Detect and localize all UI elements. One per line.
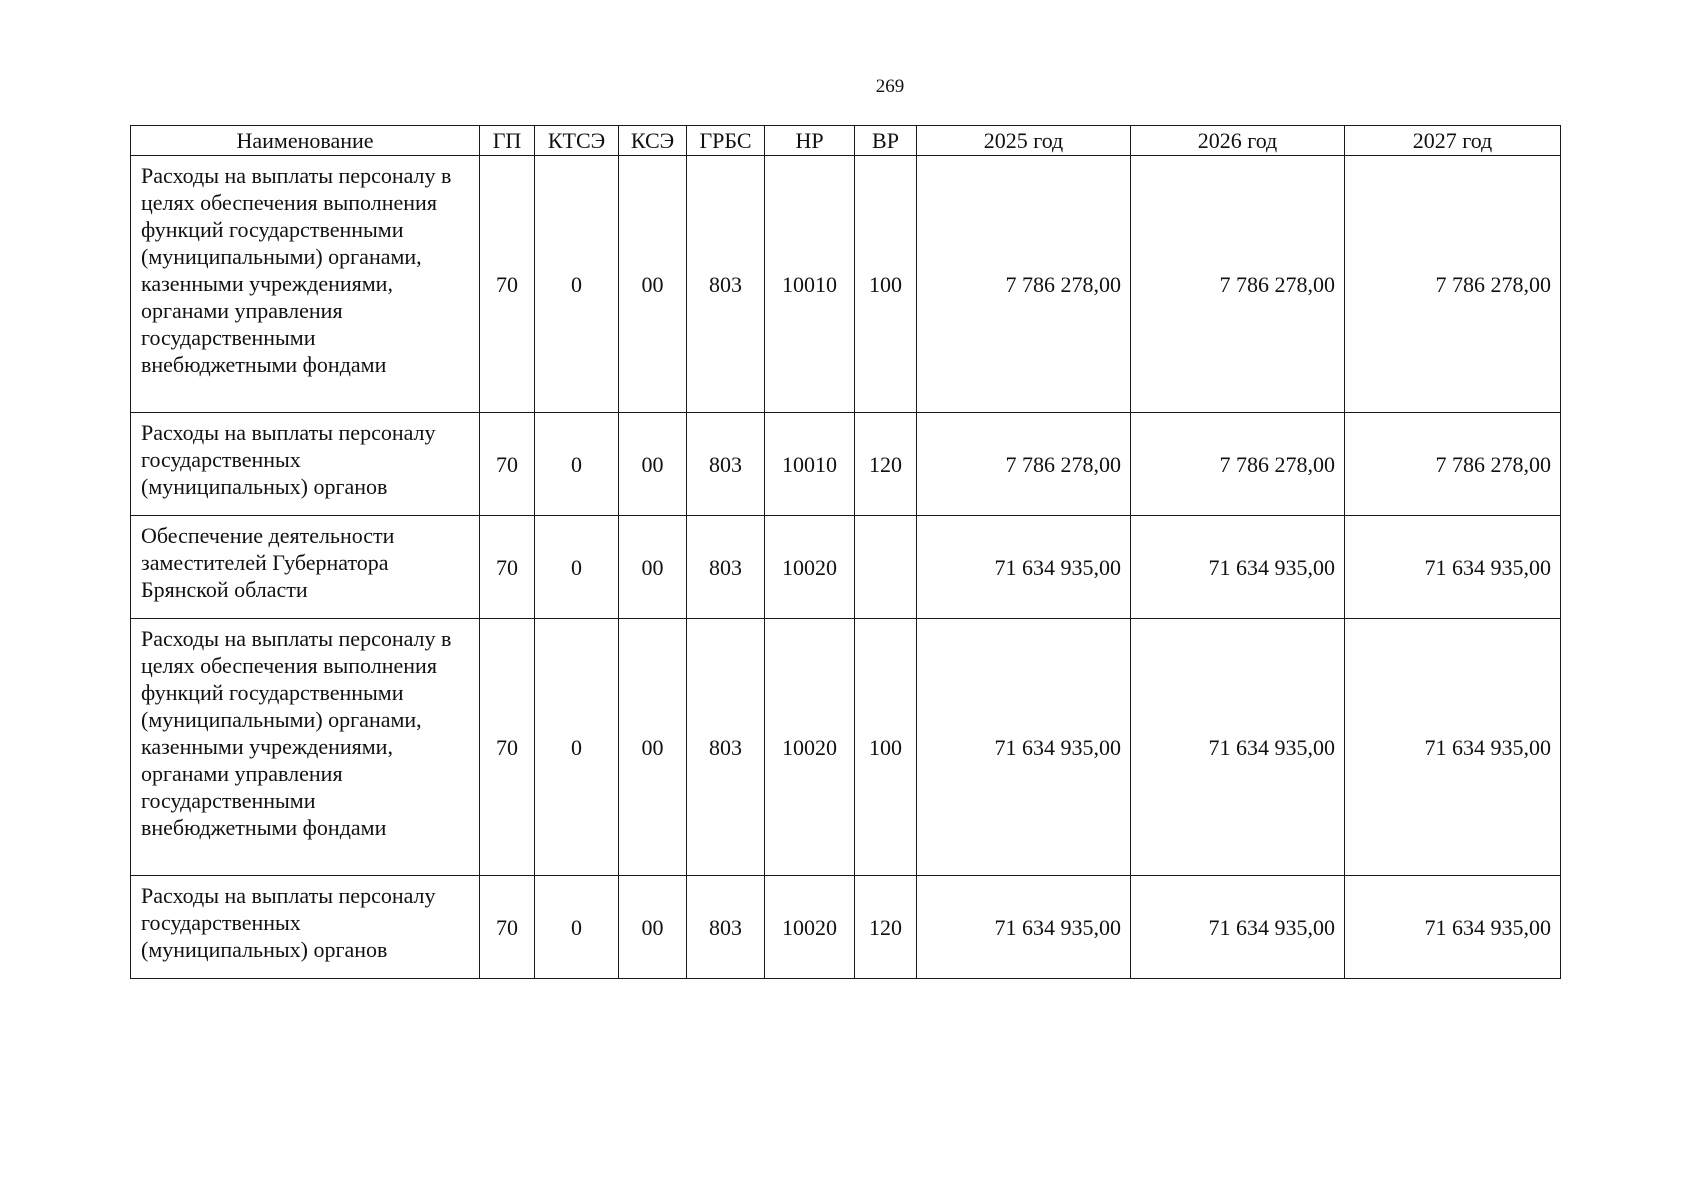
table-row <box>131 619 1561 876</box>
row-gp: 70 <box>480 413 535 516</box>
row-amount-2027: 7 786 278,00 <box>1345 413 1561 516</box>
row-ktse: 0 <box>535 876 619 979</box>
row-kse: 00 <box>619 516 687 619</box>
table-header-row <box>131 126 1561 156</box>
row-ktse: 0 <box>535 516 619 619</box>
row-ktse: 0 <box>535 619 619 876</box>
row-kse: 00 <box>619 619 687 876</box>
row-gp: 70 <box>480 156 535 413</box>
header-2027: 2027 год <box>1345 126 1561 156</box>
row-name: Обеспечение деятельности заместителей Губернатора Брянской области <box>131 516 480 619</box>
header-ktse: КТСЭ <box>535 126 619 156</box>
header-vr: ВР <box>855 126 917 156</box>
row-kse: 00 <box>619 156 687 413</box>
row-amount-2026: 71 634 935,00 <box>1131 516 1345 619</box>
row-nr: 10010 <box>765 413 855 516</box>
row-kse: 00 <box>619 413 687 516</box>
row-amount-2026: 7 786 278,00 <box>1131 156 1345 413</box>
table-row <box>131 516 1561 619</box>
header-2025: 2025 год <box>917 126 1131 156</box>
header-2026: 2026 год <box>1131 126 1345 156</box>
row-vr: 120 <box>855 876 917 979</box>
row-vr: 100 <box>855 619 917 876</box>
table-row <box>131 413 1561 516</box>
page-number: 269 <box>875 76 905 97</box>
row-amount-2025: 71 634 935,00 <box>917 876 1131 979</box>
row-vr: 100 <box>855 156 917 413</box>
row-ktse: 0 <box>535 156 619 413</box>
row-gp: 70 <box>480 876 535 979</box>
header-gp: ГП <box>480 126 535 156</box>
row-grbs: 803 <box>687 619 765 876</box>
header-name: Наименование <box>131 126 480 156</box>
row-name: Расходы на выплаты персоналу государственных (муниципальных) органов <box>131 413 480 516</box>
table-row <box>131 876 1561 979</box>
header-grbs: ГРБС <box>687 126 765 156</box>
row-name: Расходы на выплаты персоналу государственных (муниципальных) органов <box>131 876 480 979</box>
table-row <box>131 156 1561 413</box>
row-name: Расходы на выплаты персоналу в целях обеспечения выполнения функций государственными (муниципальными) органами, казенными учреждениями, органами управления государственными внебюджетными фондами <box>131 156 480 413</box>
row-gp: 70 <box>480 516 535 619</box>
row-nr: 10020 <box>765 619 855 876</box>
row-amount-2026: 71 634 935,00 <box>1131 876 1345 979</box>
row-amount-2025: 71 634 935,00 <box>917 516 1131 619</box>
row-vr: 120 <box>855 413 917 516</box>
header-kse: КСЭ <box>619 126 687 156</box>
row-gp: 70 <box>480 619 535 876</box>
row-grbs: 803 <box>687 876 765 979</box>
row-nr: 10020 <box>765 516 855 619</box>
row-amount-2026: 7 786 278,00 <box>1131 413 1345 516</box>
header-nr: НР <box>765 126 855 156</box>
row-grbs: 803 <box>687 413 765 516</box>
row-amount-2027: 71 634 935,00 <box>1345 619 1561 876</box>
row-amount-2027: 71 634 935,00 <box>1345 516 1561 619</box>
row-nr: 10020 <box>765 876 855 979</box>
row-vr <box>855 516 917 619</box>
row-amount-2027: 7 786 278,00 <box>1345 156 1561 413</box>
row-grbs: 803 <box>687 516 765 619</box>
row-ktse: 0 <box>535 413 619 516</box>
row-nr: 10010 <box>765 156 855 413</box>
row-name: Расходы на выплаты персоналу в целях обеспечения выполнения функций государственными (муниципальными) органами, казенными учреждениями, органами управления государственными внебюджетными фондами <box>131 619 480 876</box>
row-amount-2026: 71 634 935,00 <box>1131 619 1345 876</box>
row-amount-2025: 71 634 935,00 <box>917 619 1131 876</box>
budget-table <box>130 125 1561 979</box>
row-grbs: 803 <box>687 156 765 413</box>
row-amount-2027: 71 634 935,00 <box>1345 876 1561 979</box>
row-amount-2025: 7 786 278,00 <box>917 413 1131 516</box>
row-kse: 00 <box>619 876 687 979</box>
row-amount-2025: 7 786 278,00 <box>917 156 1131 413</box>
